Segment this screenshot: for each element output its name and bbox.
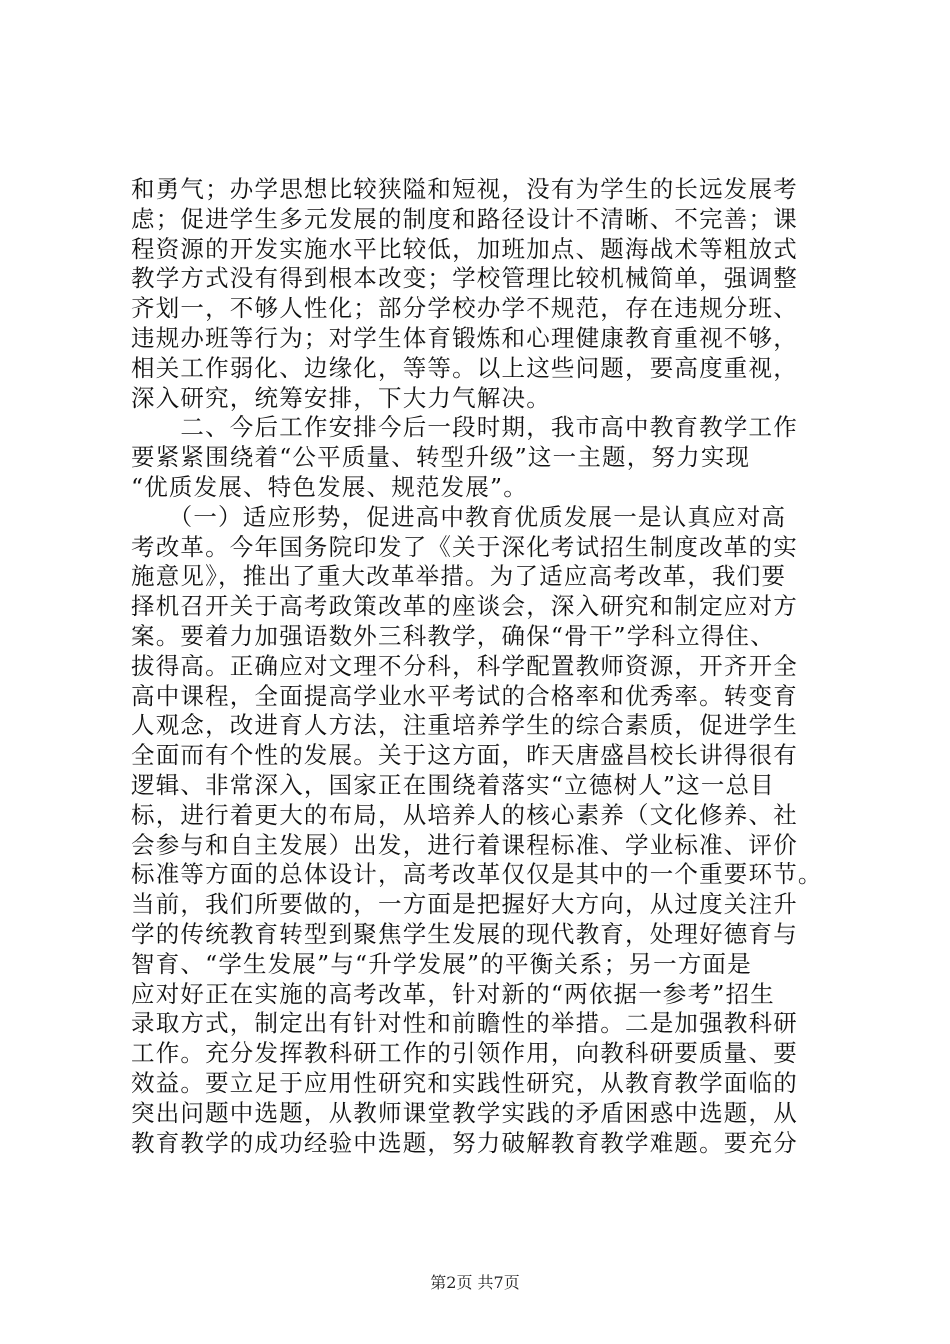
text-line: 相关工作弱化、边缘化，等等。以上这些问题，要高度重视， <box>131 353 798 382</box>
text-line: 工作。充分发挥教科研工作的引领作用，向教科研要质量、要 <box>131 1039 798 1068</box>
text-line: 程资源的开发实施水平比较低，加班加点、题海战术等粗放式 <box>131 234 798 263</box>
text-line: 录取方式，制定出有针对性和前瞻性的举措。二是加强教科研 <box>131 1009 798 1038</box>
text-line: 人观念，改进育人方法，注重培养学生的综合素质，促进学生 <box>131 711 798 740</box>
text-line: 考改革。今年国务院印发了《关于深化考试招生制度改革的实 <box>131 532 798 561</box>
text-line: 标，进行着更大的布局，从培养人的核心素养（文化修养、社 <box>131 800 798 829</box>
text-line: 要紧紧围绕着“公平质量、转型升级”这一主题，努力实现 <box>131 443 751 472</box>
text-line: 齐划一，不够人性化；部分学校办学不规范，存在违规分班、 <box>131 294 798 323</box>
text-line: 学的传统教育转型到聚焦学生发展的现代教育，处理好德育与 <box>131 919 798 948</box>
text-line: 二、今后工作安排今后一段时期，我市高中教育教学工作 <box>131 413 798 442</box>
text-line: 应对好正在实施的高考改革，针对新的“两依据一参考”招生 <box>131 979 775 1008</box>
text-line: 高中课程，全面提高学业水平考试的合格率和优秀率。转变育 <box>131 681 798 710</box>
page-footer: 第2页 共7页 <box>430 1273 520 1292</box>
text-line: 全面而有个性的发展。关于这方面，昨天唐盛昌校长讲得很有 <box>131 741 798 770</box>
text-line: 案。要着力加强语数外三科教学，确保“骨干”学科立得住、 <box>131 621 775 650</box>
text-line: 违规办班等行为；对学生体育锻炼和心理健康教育重视不够， <box>131 323 798 352</box>
text-line: 效益。要立足于应用性研究和实践性研究，从教育教学面临的 <box>131 1068 798 1097</box>
text-line: 当前，我们所要做的，一方面是把握好大方向，从过度关注升 <box>131 890 798 919</box>
text-line: 智育、“学生发展”与“升学发展”的平衡关系；另一方面是 <box>131 949 752 978</box>
text-line: 逻辑、非常深入，国家正在围绕着落实“立德树人”这一总目 <box>131 770 775 799</box>
text-line: “优质发展、特色发展、规范发展”。 <box>131 472 528 501</box>
text-line: 教学方式没有得到根本改变；学校管理比较机械简单，强调整 <box>131 264 798 293</box>
text-line: （一）适应形势，促进高中教育优质发展一是认真应对高 <box>131 502 787 531</box>
text-line: 深入研究，统筹安排，下大力气解决。 <box>131 383 551 412</box>
text-line: 虑；促进学生多元发展的制度和路径设计不清晰、不完善；课 <box>131 204 798 233</box>
document-body <box>131 175 831 1158</box>
text-line: 突出问题中选题，从教师课堂教学实践的矛盾困惑中选题，从 <box>131 1098 798 1127</box>
text-line: 教育教学的成功经验中选题，努力破解教育教学难题。要充分 <box>131 1128 798 1157</box>
text-line: 标准等方面的总体设计，高考改革仅仅是其中的一个重要环节。 <box>131 860 823 889</box>
text-line: 和勇气；办学思想比较狭隘和短视，没有为学生的长远发展考 <box>131 175 798 203</box>
text-line: 拔得高。正确应对文理不分科，科学配置教师资源，开齐开全 <box>131 651 798 680</box>
text-line: 施意见》，推出了重大改革举措。为了适应高考改革，我们要 <box>131 562 787 591</box>
text-line: 择机召开关于高考政策改革的座谈会，深入研究和制定应对方 <box>131 592 798 621</box>
text-line: 会参与和自主发展）出发，进行着课程标准、学业标准、评价 <box>131 830 798 859</box>
